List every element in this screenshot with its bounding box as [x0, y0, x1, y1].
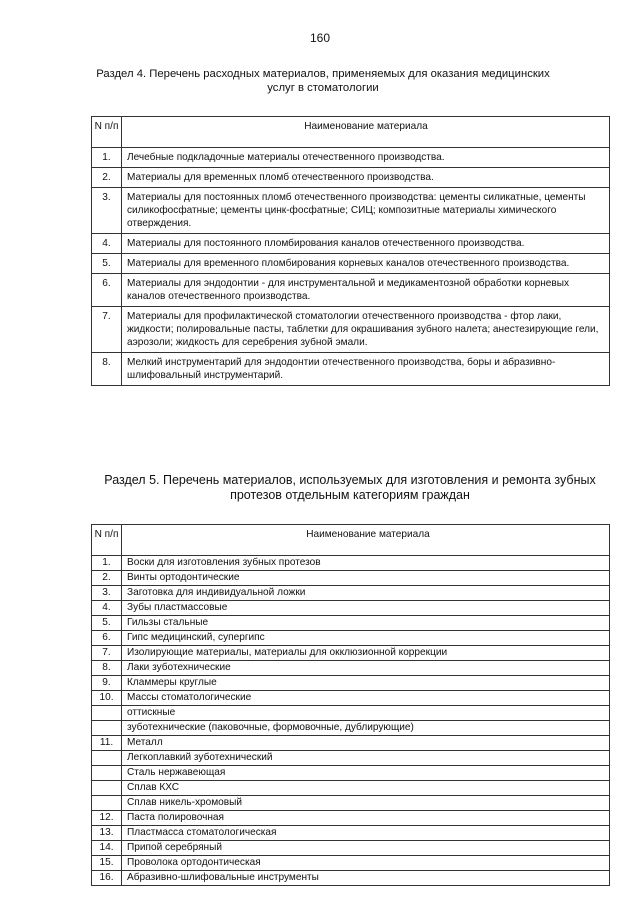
row-num: 2.	[92, 571, 122, 586]
row-name: Воски для изготовления зубных протезов	[122, 556, 610, 571]
row-num: 5.	[92, 616, 122, 631]
row-name: Пластмасса стоматологическая	[122, 826, 610, 841]
row-num: 5.	[92, 254, 122, 274]
header-num-label: N п/п	[94, 121, 119, 132]
row-num: 8.	[92, 353, 122, 386]
table-row	[92, 234, 610, 254]
row-name: Материалы для эндодонтии - для инструментальной и медикаментозной обработки корневых каналов отечественного производства.	[122, 274, 610, 307]
row-num	[92, 781, 122, 796]
row-num: 3.	[92, 188, 122, 234]
row-num: 4.	[92, 234, 122, 254]
table-row	[92, 811, 610, 826]
row-name: Массы стоматологические	[122, 691, 610, 706]
row-name: Паста полировочная	[122, 811, 610, 826]
row-name: Сталь нержавеющая	[122, 766, 610, 781]
table-row	[92, 616, 610, 631]
row-name: Винты ортодонтические	[122, 571, 610, 586]
table-header-row	[92, 525, 610, 556]
row-name: Кламмеры круглые	[122, 676, 610, 691]
header-name	[122, 117, 610, 148]
row-name: Металл	[122, 736, 610, 751]
table-row	[92, 631, 610, 646]
header-num	[92, 117, 122, 148]
table-row	[92, 254, 610, 274]
row-name: Зубы пластмассовые	[122, 601, 610, 616]
row-num: 10.	[92, 691, 122, 706]
row-num: 3.	[92, 586, 122, 601]
table-row	[92, 307, 610, 353]
table-row	[92, 601, 610, 616]
row-num	[92, 766, 122, 781]
row-name: Материалы для постоянного пломбирования каналов отечественного производства.	[122, 234, 610, 254]
row-num: 1.	[92, 556, 122, 571]
table-row	[92, 826, 610, 841]
row-name: Сплав КХС	[122, 781, 610, 796]
header-name-label: Наименование материала	[306, 529, 430, 540]
row-name: Легкоплавкий зуботехнический	[122, 751, 610, 766]
table-row	[92, 586, 610, 601]
row-name: оттискные	[122, 706, 610, 721]
table-row	[92, 751, 610, 766]
row-name: Абразивно-шлифовальные инструменты	[122, 871, 610, 886]
page-number: 160	[309, 31, 331, 45]
table-row	[92, 188, 610, 234]
row-name: Мелкий инструментарий для эндодонтии отечественного производства, боры и абразивно-шлифовальный инструментарий.	[122, 353, 610, 386]
table-row	[92, 168, 610, 188]
table-row	[92, 646, 610, 661]
row-num	[92, 721, 122, 736]
table-row	[92, 274, 610, 307]
row-num: 12.	[92, 811, 122, 826]
row-num: 7.	[92, 307, 122, 353]
row-num: 13.	[92, 826, 122, 841]
table-row	[92, 841, 610, 856]
row-num: 6.	[92, 631, 122, 646]
table-row	[92, 353, 610, 386]
row-num: 7.	[92, 646, 122, 661]
section-4-title: Раздел 4. Перечень расходных материалов, применяемых для оказания медицинских услуг в стоматологии	[96, 68, 550, 94]
row-name: Лаки зуботехнические	[122, 661, 610, 676]
row-num	[92, 796, 122, 811]
table-row	[92, 781, 610, 796]
row-num: 15.	[92, 856, 122, 871]
table-row	[92, 721, 610, 736]
row-name: Гипс медицинский, супергипс	[122, 631, 610, 646]
table-row	[92, 856, 610, 871]
row-name: Лечебные подкладочные материалы отечественного производства.	[122, 148, 610, 168]
table-row	[92, 676, 610, 691]
row-num: 6.	[92, 274, 122, 307]
row-name: зуботехнические (паковочные, формовочные, дублирующие)	[122, 721, 610, 736]
row-num: 1.	[92, 148, 122, 168]
row-name: Припой серебряный	[122, 841, 610, 856]
section-5-title: Раздел 5. Перечень материалов, используемых для изготовления и ремонта зубных протезов отдельным категориям граждан	[104, 473, 596, 502]
row-num: 8.	[92, 661, 122, 676]
table-row	[92, 148, 610, 168]
table-row	[92, 706, 610, 721]
row-name: Материалы для постоянных пломб отечественного производства: цементы силикатные, цементы силикофосфатные; цементы цинк-фосфатные; СИЦ; композитные материалы химического отверждения.	[122, 188, 610, 234]
table-row	[92, 871, 610, 886]
header-name	[122, 525, 610, 556]
row-num: 14.	[92, 841, 122, 856]
row-name: Материалы для временного пломбирования корневых каналов отечественного производства.	[122, 254, 610, 274]
row-num: 9.	[92, 676, 122, 691]
row-name: Проволока ортодонтическая	[122, 856, 610, 871]
table-row	[92, 736, 610, 751]
row-name: Заготовка для индивидуальной ложки	[122, 586, 610, 601]
row-name: Материалы для профилактической стоматологии отечественного производства - фтор лаки, жидкости; полировальные пасты, таблетки для окрашивания зубного налета; анестезирующие гели, аэрозоли; жидкость для серебрения зубной эмали.	[122, 307, 610, 353]
row-num: 2.	[92, 168, 122, 188]
table-header-row	[92, 117, 610, 148]
table-row	[92, 766, 610, 781]
row-num: 11.	[92, 736, 122, 751]
header-num-label: N п/п	[94, 529, 119, 540]
table-row	[92, 571, 610, 586]
row-num: 16.	[92, 871, 122, 886]
table-row	[92, 691, 610, 706]
row-num: 4.	[92, 601, 122, 616]
table-row	[92, 796, 610, 811]
section-5-table	[91, 524, 610, 886]
row-name: Гильзы стальные	[122, 616, 610, 631]
row-num	[92, 706, 122, 721]
row-name: Материалы для временных пломб отечественного производства.	[122, 168, 610, 188]
row-name: Изолирующие материалы, материалы для окклюзионной коррекции	[122, 646, 610, 661]
table-row	[92, 556, 610, 571]
section-4-table	[91, 116, 610, 386]
row-name: Сплав никель-хромовый	[122, 796, 610, 811]
table-row	[92, 661, 610, 676]
header-num	[92, 525, 122, 556]
header-name-label: Наименование материала	[304, 121, 428, 132]
row-num	[92, 751, 122, 766]
